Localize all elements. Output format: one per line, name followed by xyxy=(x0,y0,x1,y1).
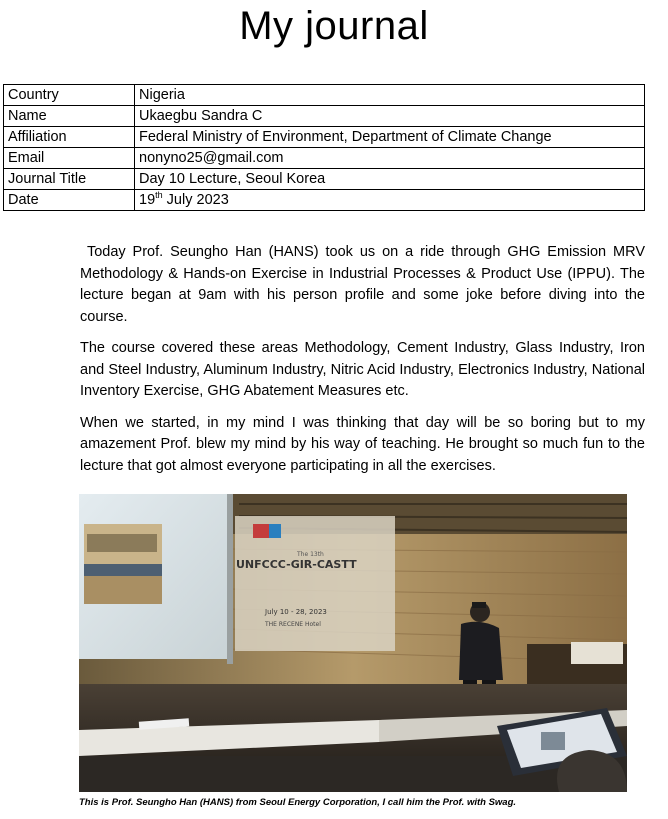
table-row xyxy=(4,85,645,106)
date-suffix: th xyxy=(155,190,163,201)
date-label: Date xyxy=(4,190,135,211)
photo-caption: This is Prof. Seungho Han (HANS) from Seoul Energy Corporation, I call him the Prof. with Swag. xyxy=(79,797,517,808)
table-row xyxy=(4,190,645,211)
name-value: Ukaegbu Sandra C xyxy=(135,106,645,127)
banner-line3: July 10 - 28, 2023 xyxy=(265,608,327,616)
country-label: Country xyxy=(4,85,135,106)
affiliation-label: Affiliation xyxy=(4,127,135,148)
banner-line4: THE RECENE Hotel xyxy=(265,621,321,628)
lecture-photo xyxy=(79,494,627,792)
date-day: 19 xyxy=(139,192,156,208)
banner-line1: The 13th xyxy=(297,551,324,558)
table-row xyxy=(4,148,645,169)
info-table xyxy=(3,84,645,211)
paragraph: The course covered these areas Methodology, Cement Industry, Glass Industry, Iron and Steel Industry, Aluminum Industry, Nitric Acid Industry, Electronics Industry, National Inventory Exercise, GHG Abatement Measures etc. xyxy=(80,340,645,399)
name-label: Name xyxy=(4,106,135,127)
paragraph: When we started, in my mind I was thinking that day will be so boring but to my amazement Prof. blew my mind by his way of teaching. He brought so much fun to the lecture that got almost everyone participating in all the exercises. xyxy=(80,414,645,474)
email-label: Email xyxy=(4,148,135,169)
date-rest: July 2023 xyxy=(162,192,229,208)
email-value: nonyno25@gmail.com xyxy=(135,148,645,169)
table-row xyxy=(4,169,645,190)
affiliation-value: Federal Ministry of Environment, Department of Climate Change xyxy=(135,127,645,148)
page-title: My journal xyxy=(239,4,429,48)
country-value: Nigeria xyxy=(135,85,645,106)
table-row xyxy=(4,106,645,127)
journal-title-value: Day 10 Lecture, Seoul Korea xyxy=(135,169,645,190)
banner-line2: UNFCCC-GIR-CASTT xyxy=(236,558,357,571)
journal-title-label: Journal Title xyxy=(4,169,135,190)
date-value xyxy=(135,190,645,211)
paragraph: Today Prof. Seungho Han (HANS) took us on a ride through GHG Emission MRV Methodology & Hands-on Exercise in Industrial Processes & Product Use (IPPU). The lecture began at 9am with his person profile and some joke before diving into the course. xyxy=(80,244,650,325)
journal-body xyxy=(80,242,650,487)
table-row xyxy=(4,127,645,148)
